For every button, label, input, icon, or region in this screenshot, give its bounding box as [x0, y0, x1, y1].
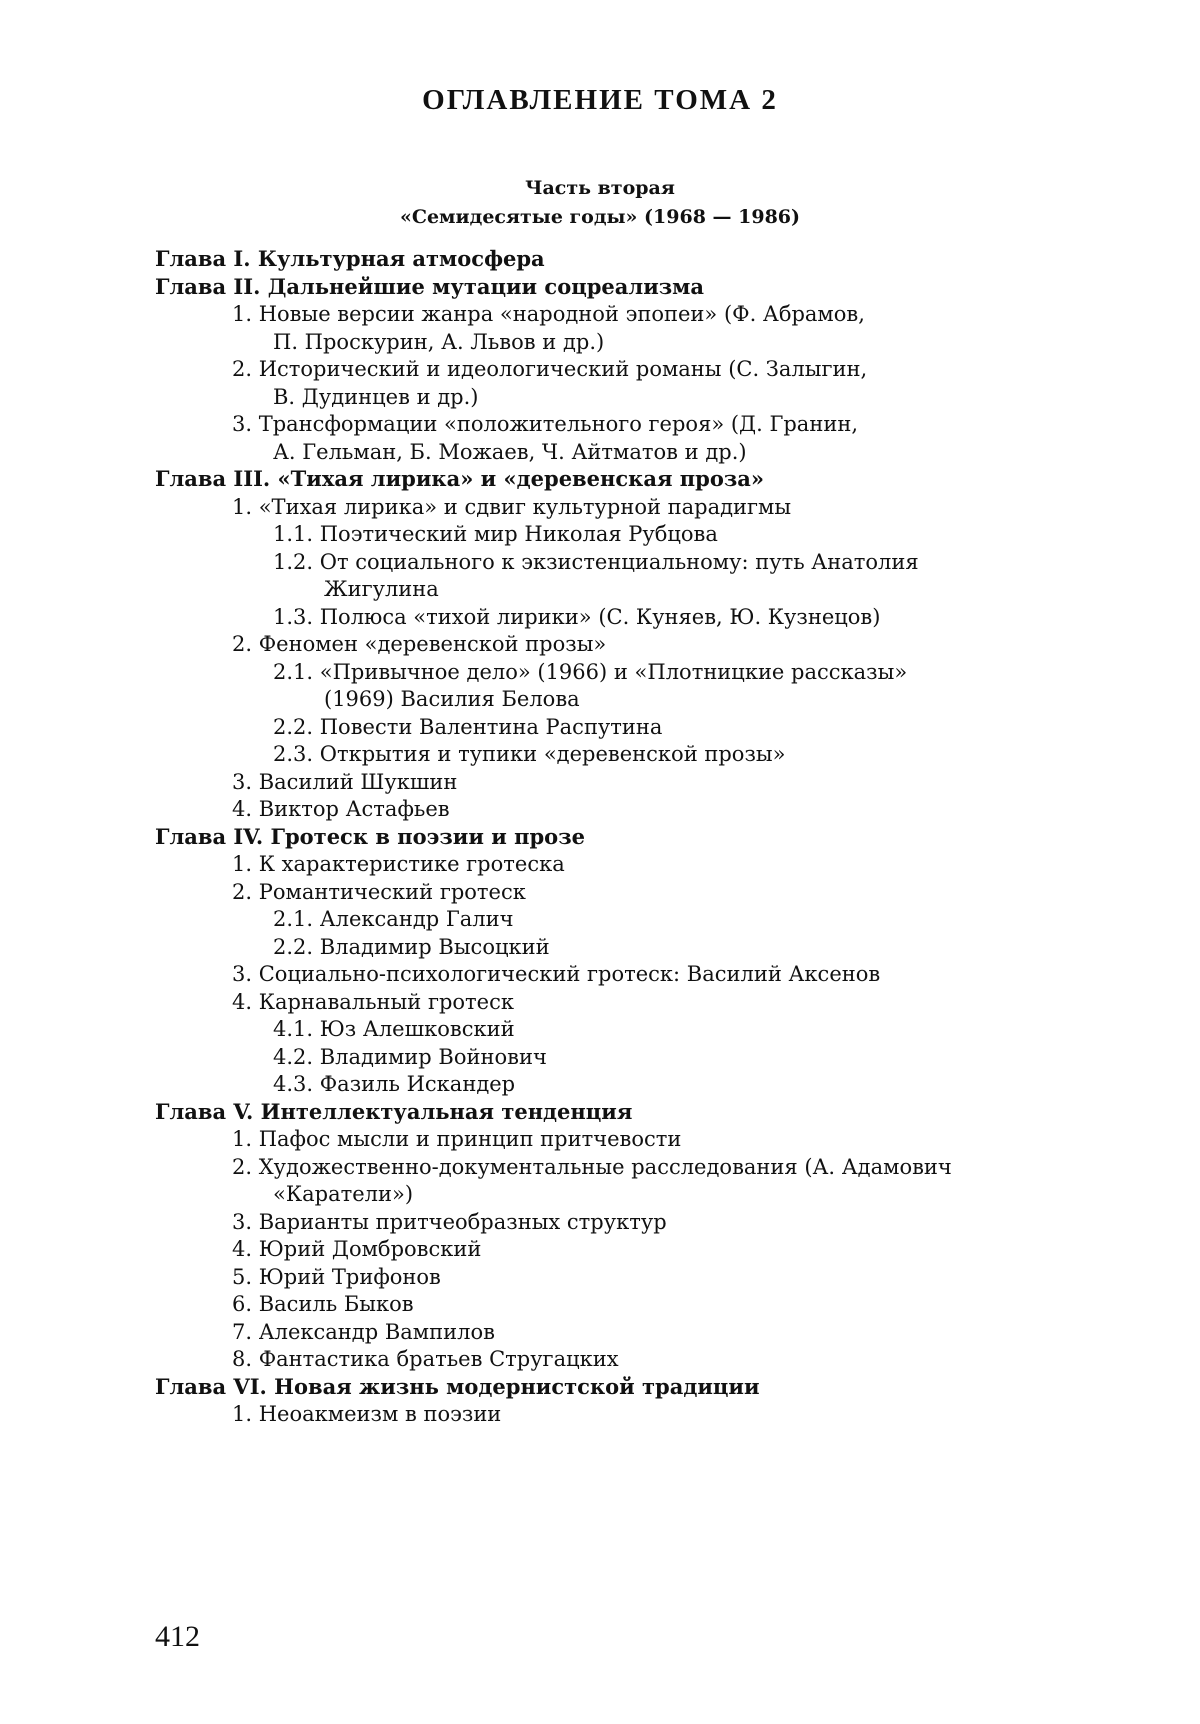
subsection-entry: 4.1. Юз Алешковский: [273, 1017, 515, 1041]
subsection-entry: 4.3. Фазиль Искандер: [273, 1072, 516, 1096]
section-entry: 1. К характеристике гротеска: [232, 852, 565, 876]
subsection-entry: 2.1. «Привычное дело» (1966) и «Плотницкие рассказы»: [273, 659, 908, 684]
chapter-entry: Глава II. Дальнейшие мутации соцреализма: [155, 273, 705, 299]
subsection-entry: Жигулина: [324, 577, 439, 601]
subsection-entry: 1.2. От социального к экзистенциальному: путь Анатолия: [273, 549, 919, 574]
section-entry: 1. Неоакмеизм в поэзии: [232, 1402, 502, 1426]
chapter-entry: Глава V. Интеллектуальная тенденция: [155, 1098, 633, 1124]
chapter-entry: Глава III. «Тихая лирика» и «деревенская проза»: [155, 466, 764, 491]
subsection-entry: 2.2. Владимир Высоцкий: [273, 934, 550, 959]
section-entry: 4. Виктор Астафьев: [232, 797, 450, 821]
section-entry: 1. Новые версии жанра «народной эпопеи» (Ф. Абрамов,: [232, 302, 865, 326]
subsection-entry: 4.2. Владимир Войнович: [273, 1044, 547, 1069]
subsection-entry: 2.1. Александр Галич: [273, 907, 514, 931]
section-entry: 3. Социально-психологический гротеск: Василий Аксенов: [232, 962, 881, 986]
section-entry: 1. Пафос мысли и принцип притчевости: [232, 1127, 682, 1151]
section-entry: 4. Карнавальный гротеск: [232, 989, 514, 1014]
chapter-entry: Глава I. Культурная атмосфера: [155, 246, 545, 271]
subsection-entry: (1969) Василия Белова: [324, 687, 580, 711]
subsection-entry: 2.2. Повести Валентина Распутина: [273, 714, 663, 739]
section-entry: 7. Александр Вампилов: [232, 1319, 495, 1344]
section-entry: 2. Феномен «деревенской прозы»: [232, 632, 607, 656]
section-entry: 1. «Тихая лирика» и сдвиг культурной парадигмы: [232, 494, 792, 519]
section-entry: П. Проскурин, А. Львов и др.): [273, 329, 605, 354]
section-entry: А. Гельман, Б. Можаев, Ч. Айтматов и др.): [273, 439, 747, 464]
section-entry: 8. Фантастика братьев Стругацких: [232, 1347, 619, 1371]
page-number: 412: [155, 1620, 200, 1653]
section-entry: 3. Варианты притчеобразных структур: [232, 1209, 667, 1234]
section-entry: «Каратели»): [273, 1182, 414, 1206]
section-entry: 3. Василий Шукшин: [232, 769, 458, 794]
subsection-entry: 1.1. Поэтический мир Николая Рубцова: [273, 522, 718, 546]
chapter-entry: Глава IV. Гротеск в поэзии и прозе: [155, 823, 585, 849]
section-entry: 4. Юрий Домбровский: [232, 1237, 482, 1261]
part-subtitle: «Семидесятые годы» (1968 — 1986): [399, 206, 801, 228]
section-entry: 6. Василь Быков: [232, 1292, 414, 1316]
section-entry: 2. Исторический и идеологический романы (С. Залыгин,: [232, 357, 868, 381]
section-entry: 2. Художественно-документальные расследования (А. Адамович: [232, 1154, 952, 1179]
subsection-entry: 2.3. Открытия и тупики «деревенской прозы»: [273, 742, 786, 766]
part-label: Часть вторая: [525, 177, 675, 199]
section-entry: 3. Трансформации «положительного героя» (Д. Гранин,: [232, 412, 858, 436]
chapter-entry: Глава VI. Новая жизнь модернистской традиции: [155, 1373, 760, 1399]
section-entry: 5. Юрий Трифонов: [232, 1264, 441, 1289]
page-title: ОГЛАВЛЕНИЕ ТОМА 2: [422, 84, 778, 116]
section-entry: В. Дудинцев и др.): [273, 384, 479, 409]
subsection-entry: 1.3. Полюса «тихой лирики» (С. Куняев, Ю. Кузнецов): [273, 604, 881, 629]
section-entry: 2. Романтический гротеск: [232, 879, 526, 904]
